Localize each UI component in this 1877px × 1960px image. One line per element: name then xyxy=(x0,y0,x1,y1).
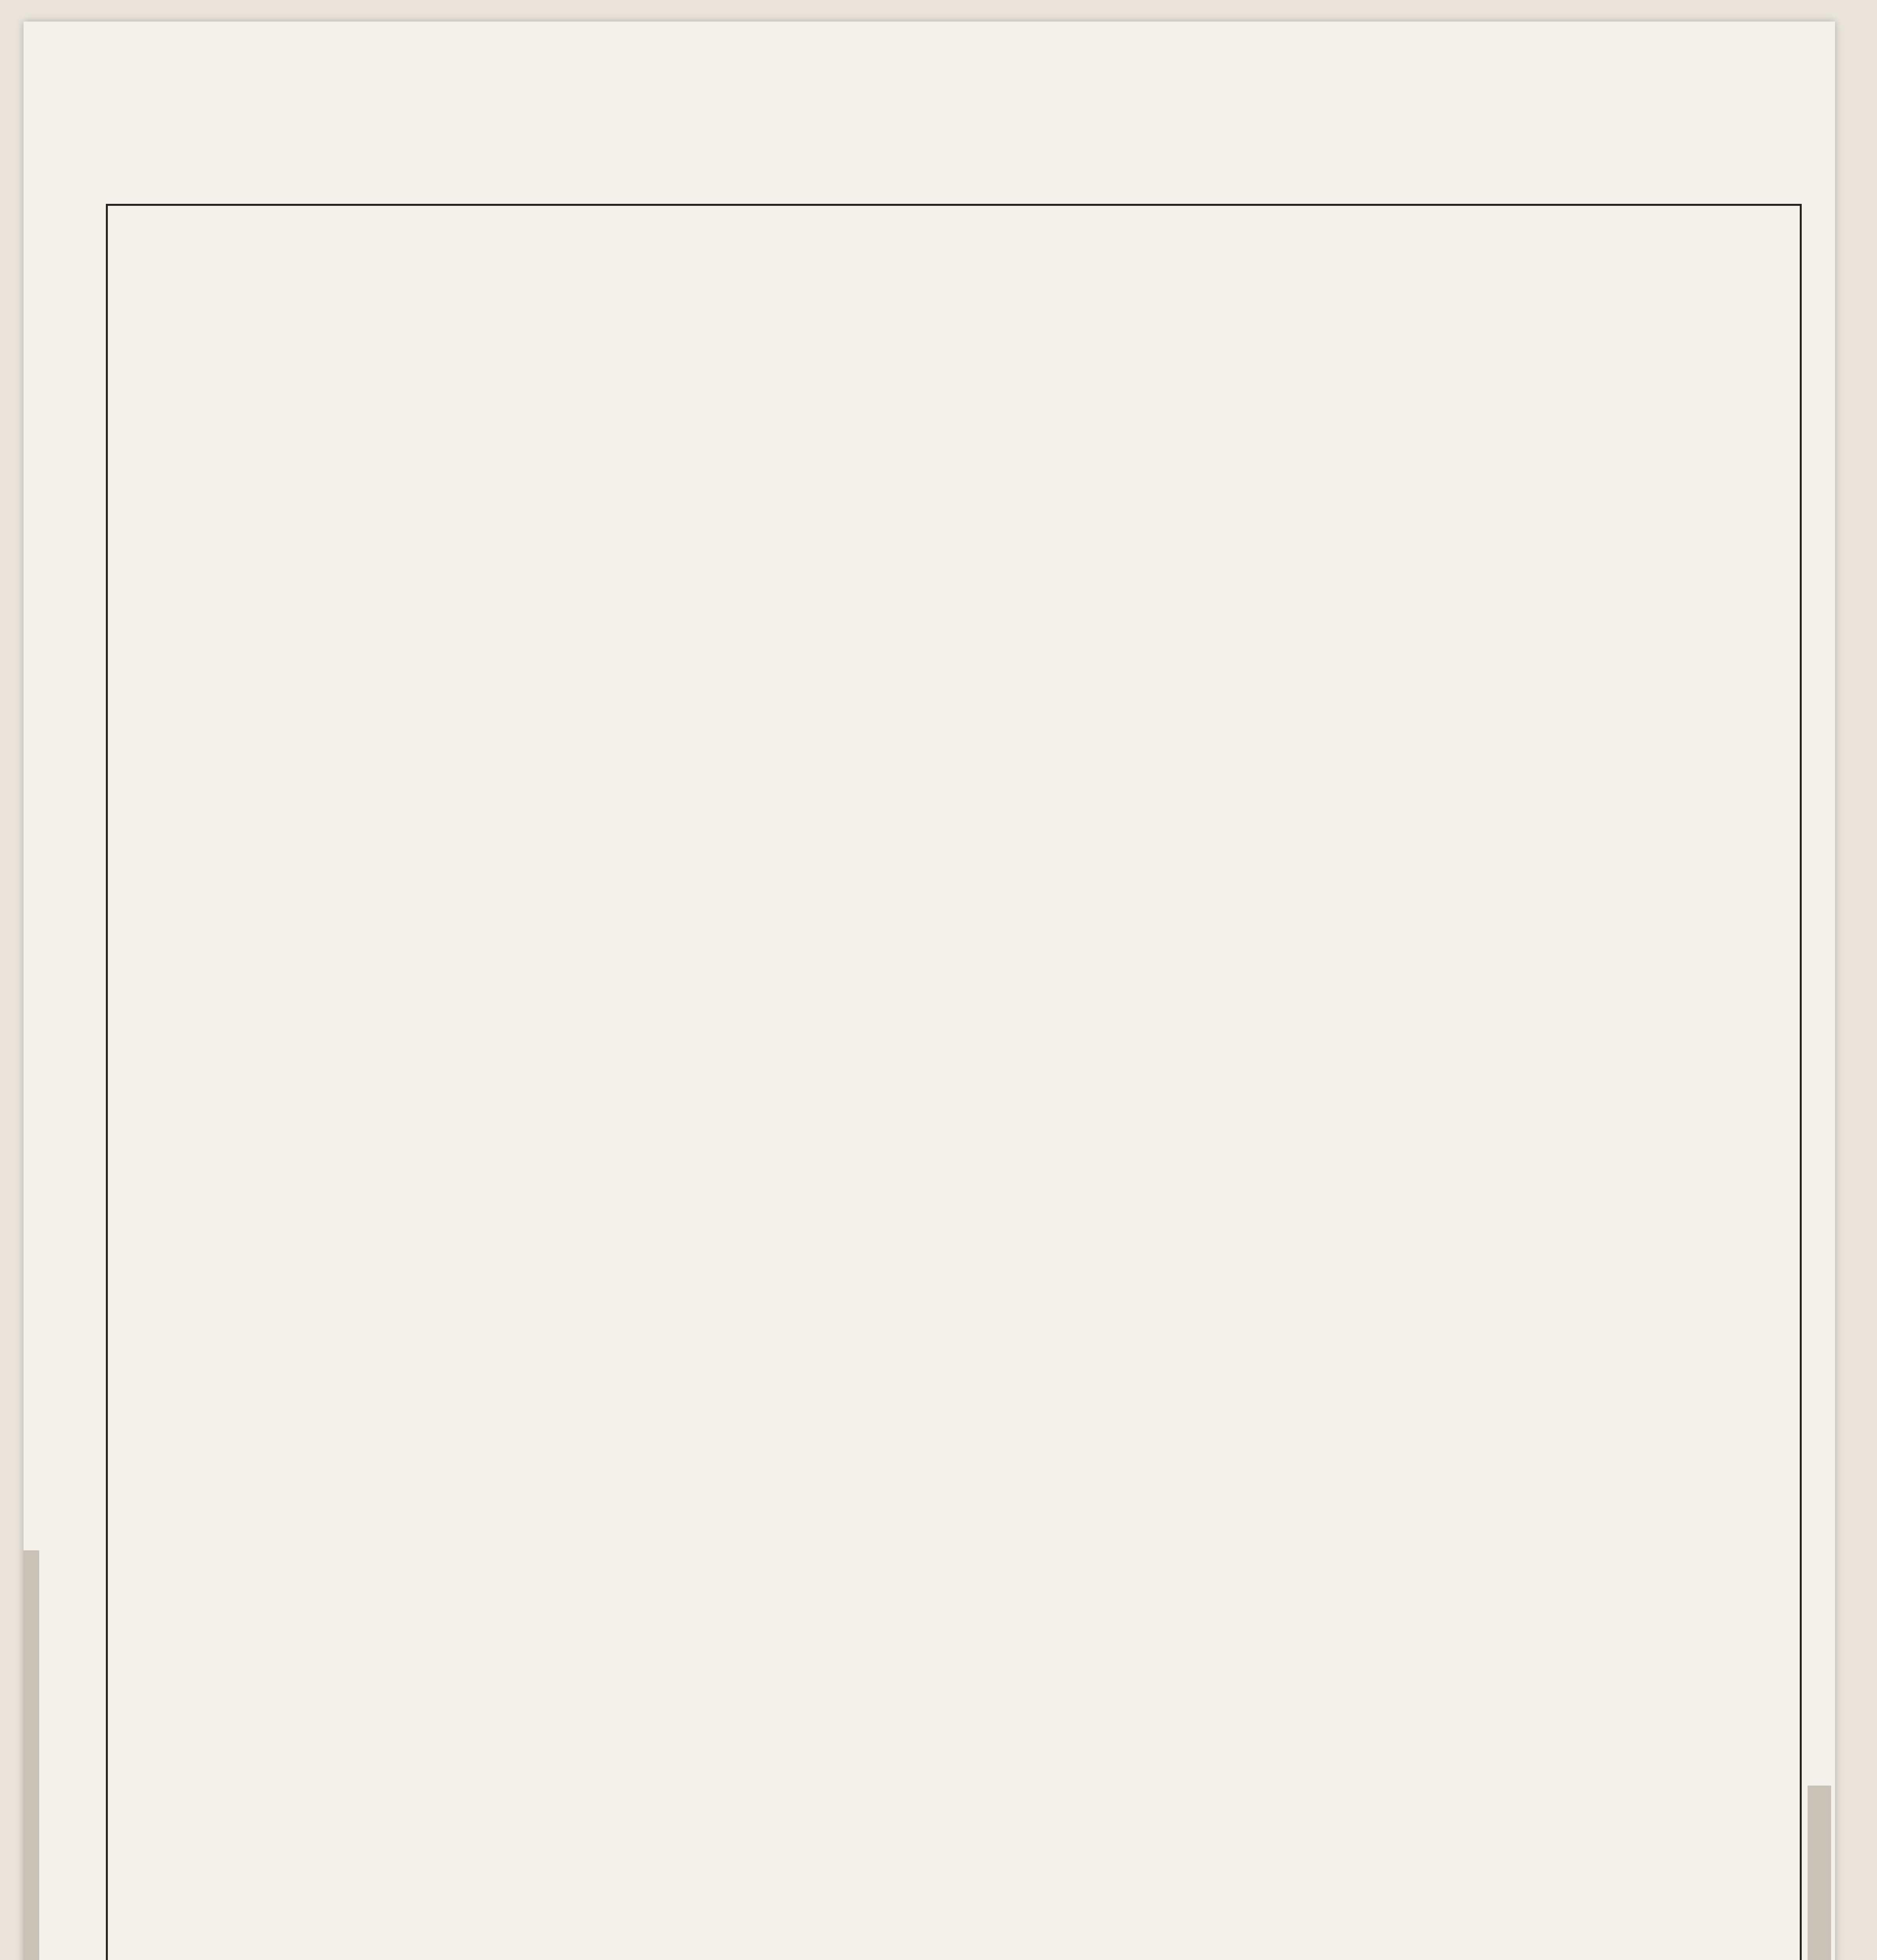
paper-stain xyxy=(24,1550,39,1960)
paper-stain xyxy=(1808,1786,1831,1960)
page-header xyxy=(74,129,1796,192)
classified-grid xyxy=(106,204,1802,1960)
